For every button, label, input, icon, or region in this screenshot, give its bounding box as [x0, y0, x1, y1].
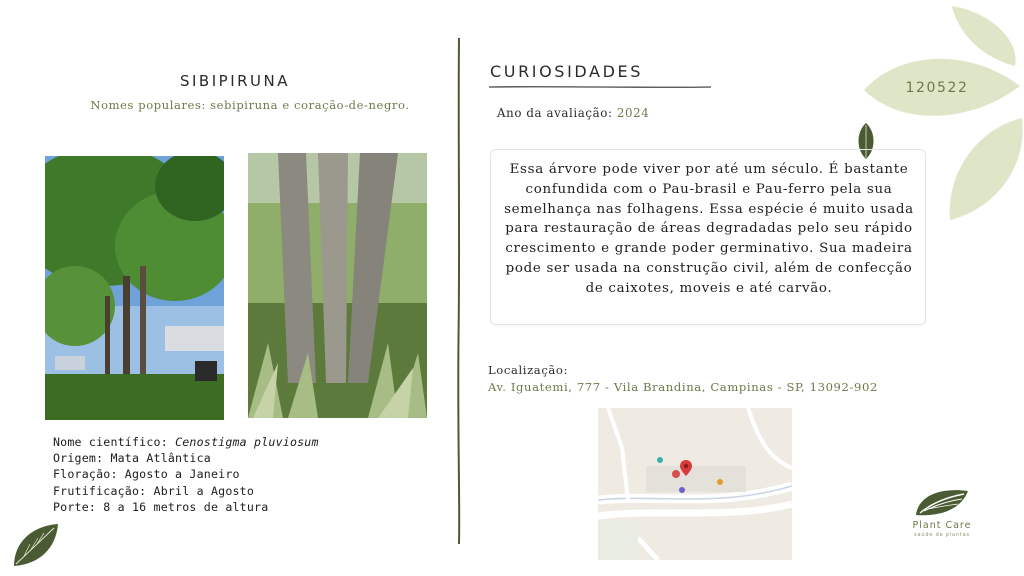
- fruiting-line: Frutificação: Abril a Agosto: [53, 483, 255, 498]
- curiosities-heading: CURIOSIDADES: [490, 62, 643, 81]
- popular-names: Nomes populares: sebipiruna e coração-de-negro.: [90, 98, 410, 112]
- leaf-icon: [10, 522, 60, 568]
- species-facts: [53, 434, 373, 515]
- plant-care-logo-icon: [914, 487, 970, 517]
- tree-trunk-photo: [248, 153, 427, 418]
- leaf-shape-bottom: [950, 118, 1023, 220]
- specimen-id-tag: 120522: [905, 80, 969, 96]
- curiosities-text: Essa árvore pode viver por até um século. É bastante confundida com o Pau-brasil e Pau-ferro pela sua semelhança nas folhagens. Essa espécie é muito usada para restauração de áreas degradadas pelo seu rápido crescimento e grande poder germinativo. Sua madeira pode ser usada na construção civil, além de confecção de caixotes, moveis e até carvão.: [504, 162, 914, 296]
- evaluation-year-value: 2024: [616, 106, 650, 120]
- species-title: SIBIPIRUNA: [179, 72, 290, 90]
- location-address: Av. Iguatemi, 777 - Vila Brandina, Campinas - SP, 13092-902: [488, 380, 878, 394]
- leaf-shape-top: [952, 6, 1016, 66]
- scientific-name-label: Nome científico:: [53, 435, 176, 449]
- heading-underline: [489, 84, 711, 90]
- scientific-name-value: Cenostigma pluviosum: [175, 435, 319, 449]
- size-line: Porte: 8 a 16 metros de altura: [53, 499, 269, 514]
- origin-line: Origem: Mata Atlântica: [53, 451, 211, 466]
- tree-canopy-photo: [45, 156, 224, 420]
- brand-name: Plant Care: [912, 520, 972, 531]
- scientific-name-line: [53, 434, 373, 450]
- evaluation-year-label: Ano da avaliação:: [497, 106, 617, 120]
- brand-subtitle: saúde de plantas: [914, 532, 970, 538]
- location-label: Localização:: [488, 363, 569, 377]
- column-divider: [455, 38, 463, 544]
- flowering-line: Floração: Agosto a Janeiro: [53, 467, 240, 482]
- map-pin-icon: [680, 460, 692, 476]
- location-map[interactable]: [598, 408, 792, 560]
- evaluation-year: [497, 106, 649, 120]
